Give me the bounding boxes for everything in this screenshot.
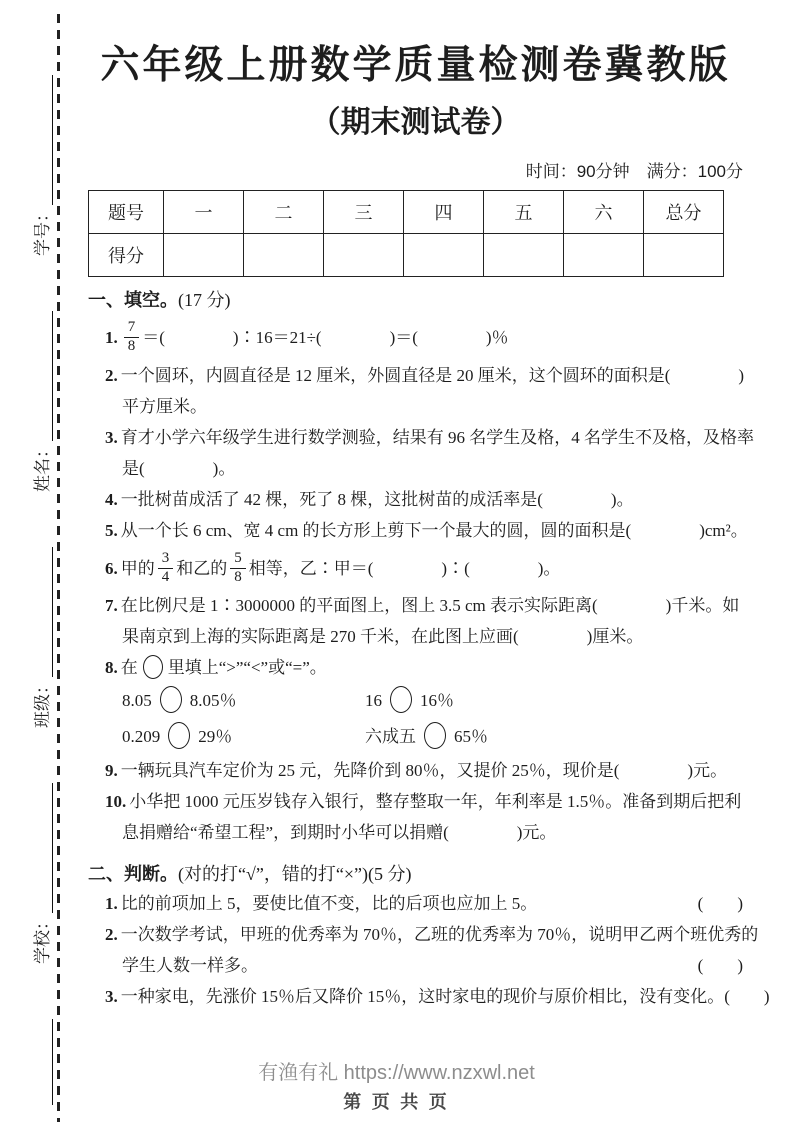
comparison-pairs xyxy=(88,683,743,755)
fraction-7-8 xyxy=(124,319,140,355)
answer-bracket: ( ) xyxy=(697,894,743,913)
score-cell xyxy=(484,234,564,277)
question-text: 在比例尺是 1∶3000000 的平面图上，图上 3.5 cm 表示实际距离( )千米。如 xyxy=(120,596,740,615)
page-footer xyxy=(0,1056,793,1114)
score-table-col: 三 xyxy=(324,191,404,234)
section2-heading xyxy=(88,860,743,888)
judge-question-2 xyxy=(88,919,759,950)
score-table-col: 一 xyxy=(164,191,244,234)
judge-question-1 xyxy=(88,888,743,919)
comparison-right: 29％ xyxy=(198,727,233,746)
score-table-row-label: 得分 xyxy=(89,234,164,277)
question-8 xyxy=(88,652,743,683)
section2-title: 二、判断。 xyxy=(88,864,178,884)
fraction-numerator: 7 xyxy=(124,319,140,337)
question-2 xyxy=(88,360,743,391)
seal-field-name xyxy=(33,311,53,492)
score-table-col: 总分 xyxy=(644,191,724,234)
question-10-cont: 息捐赠给“希望工程”，到期时小华可以捐赠( )元。 xyxy=(122,823,557,842)
question-text: 一批树苗成活了 42 棵，死了 8 棵，这批树苗的成活率是( )。 xyxy=(120,490,634,509)
question-number: 5. xyxy=(105,521,118,540)
question-text: 从一个长 6 cm、宽 4 cm 的长方形上剪下一个最大的圆，圆的面积是( )cm²。 xyxy=(120,521,748,540)
seal-blank-line xyxy=(36,75,53,205)
judge-text: 学生人数一样多。 xyxy=(122,956,258,975)
comparison-left: 16 xyxy=(365,691,382,710)
section1-title: 一、填空。 xyxy=(88,290,178,310)
score-table-col: 二 xyxy=(244,191,324,234)
question-number: 1. xyxy=(105,327,118,347)
comparison-circle xyxy=(160,686,182,713)
seal-field-label: 学号： xyxy=(33,205,52,256)
comparison-pair xyxy=(365,683,743,719)
seal-strip xyxy=(13,75,53,1105)
question-text: 小华把 1000 元压岁钱存入银行，整存整取一年，年利率是 1.5％。准备到期后把利 xyxy=(129,792,742,811)
question-number: 7. xyxy=(105,596,118,615)
seal-blank-line xyxy=(36,311,53,441)
question-1 xyxy=(88,314,743,360)
score-table-corner: 题号 xyxy=(89,191,164,234)
comparison-left: 0.209 xyxy=(122,727,161,746)
question-3-cont: 是( )。 xyxy=(122,459,236,478)
question-3 xyxy=(88,422,754,453)
seal-field-school xyxy=(33,783,53,964)
comparison-left: 六成五 xyxy=(365,727,416,746)
score-table-col: 六 xyxy=(564,191,644,234)
score-cell xyxy=(164,234,244,277)
seal-field-studentno xyxy=(33,75,53,256)
question-9 xyxy=(88,755,743,786)
question-text: 一次数学考试，甲班的优秀率为 70％，乙班的优秀率为 70％，说明甲乙两个班优秀的 xyxy=(120,925,759,944)
question-text: 甲的 xyxy=(120,558,155,578)
comparison-right: 65％ xyxy=(454,727,488,746)
judge-question-3 xyxy=(88,981,770,1012)
score-cell xyxy=(404,234,484,277)
comparison-circle xyxy=(143,655,163,679)
question-text: 一个圆环，内圆直径是 12 厘米，外圆直径是 20 厘米，这个圆环的面积是( ) xyxy=(120,366,745,385)
question-text: ＝( )∶16＝21÷( )＝( )％ xyxy=(142,327,509,347)
question-5 xyxy=(88,515,748,546)
comparison-circle xyxy=(424,722,446,749)
question-number: 4. xyxy=(105,490,118,509)
page-title: 六年级上册数学质量检测卷冀教版 xyxy=(100,44,731,87)
page-number-line: 第 页 共 页 xyxy=(343,1092,450,1112)
score-table-col: 五 xyxy=(484,191,564,234)
question-number: 2. xyxy=(105,925,118,944)
question-number: 6. xyxy=(105,558,118,578)
question-7-cont: 果南京到上海的实际距离是 270 千米，在此图上应画( )厘米。 xyxy=(122,627,644,646)
fraction-5-8 xyxy=(230,550,246,586)
seal-blank-line xyxy=(36,547,53,677)
judge-question-2-cont xyxy=(88,950,743,981)
question-text: 比的前项加上 5，要使比值不变，比的后项也应加上 5。 xyxy=(120,894,538,913)
question-number: 3. xyxy=(105,428,118,447)
judge-text xyxy=(105,981,724,1012)
question-10 xyxy=(88,786,743,817)
seal-field-label: 班级： xyxy=(33,677,52,728)
comparison-pair xyxy=(365,719,743,755)
fraction-denominator: 8 xyxy=(234,568,242,585)
seal-blank-line xyxy=(36,783,53,913)
watermark-text: 有渔有礼 https://www.nzxwl.net xyxy=(258,1062,535,1084)
score-table-score-row xyxy=(89,234,724,277)
question-2-cont: 平方厘米。 xyxy=(122,397,207,416)
score-table xyxy=(88,190,724,277)
comparison-pair xyxy=(122,683,365,719)
comparison-circle xyxy=(168,722,190,749)
comparison-right: 16％ xyxy=(420,691,454,710)
judge-text xyxy=(105,888,698,919)
question-number: 8. xyxy=(105,658,118,677)
comparison-circle xyxy=(390,686,412,713)
seal-field-class xyxy=(33,547,53,728)
score-table-col: 四 xyxy=(404,191,484,234)
question-number: 9. xyxy=(105,761,118,780)
question-number: 3. xyxy=(105,987,118,1006)
score-cell xyxy=(324,234,404,277)
page-subtitle: （期末测试卷） xyxy=(310,106,521,139)
question-4 xyxy=(88,484,743,515)
fraction-denominator: 4 xyxy=(161,568,170,585)
question-text: 相等，乙∶甲＝( )∶( )。 xyxy=(248,558,561,578)
fraction-numerator: 3 xyxy=(158,550,174,568)
question-6 xyxy=(88,546,743,590)
score-table-header-row xyxy=(89,191,724,234)
section1-points: (17 分) xyxy=(178,290,231,310)
question-text: 一辆玩具汽车定价为 25 元，先降价到 80％，又提价 25％，现价是( )元。 xyxy=(120,761,728,780)
question-text: 在 xyxy=(120,658,138,677)
section2-points: (对的打“√”，错的打“×”)(5 分) xyxy=(178,864,412,884)
question-text: 一种家电，先涨价 15％后又降价 15％，这时家电的现价与原价相比，没有变化。 xyxy=(120,987,725,1006)
question-7 xyxy=(88,590,743,621)
seal-dashed-line xyxy=(57,14,60,1122)
comparison-left: 8.05 xyxy=(122,691,152,710)
fraction-denominator: 8 xyxy=(127,337,136,354)
comparison-pair xyxy=(122,719,365,755)
section1-heading xyxy=(88,286,743,314)
seal-field-label: 姓名： xyxy=(33,441,52,492)
seal-field-label: 学校： xyxy=(33,913,52,964)
exam-time-score-info: 时间：90分钟 满分：100分 xyxy=(525,162,743,181)
score-cell xyxy=(644,234,724,277)
question-number: 1. xyxy=(105,894,118,913)
exam-content xyxy=(88,0,770,1012)
score-cell xyxy=(564,234,644,277)
answer-bracket: ( ) xyxy=(697,956,743,975)
question-text: 和乙的 xyxy=(176,558,228,578)
comparison-right: 8.05％ xyxy=(189,691,237,710)
question-text: 里填上“>”“<”或“=”。 xyxy=(167,658,327,677)
fraction-3-4 xyxy=(158,550,174,586)
question-text: 育才小学六年级学生进行数学测验，结果有 96 名学生及格，4 名学生不及格，及格率 xyxy=(120,428,754,447)
question-number: 10. xyxy=(105,792,127,811)
fraction-numerator: 5 xyxy=(230,550,246,568)
question-number: 2. xyxy=(105,366,118,385)
score-cell xyxy=(244,234,324,277)
answer-bracket: ( ) xyxy=(724,987,770,1006)
